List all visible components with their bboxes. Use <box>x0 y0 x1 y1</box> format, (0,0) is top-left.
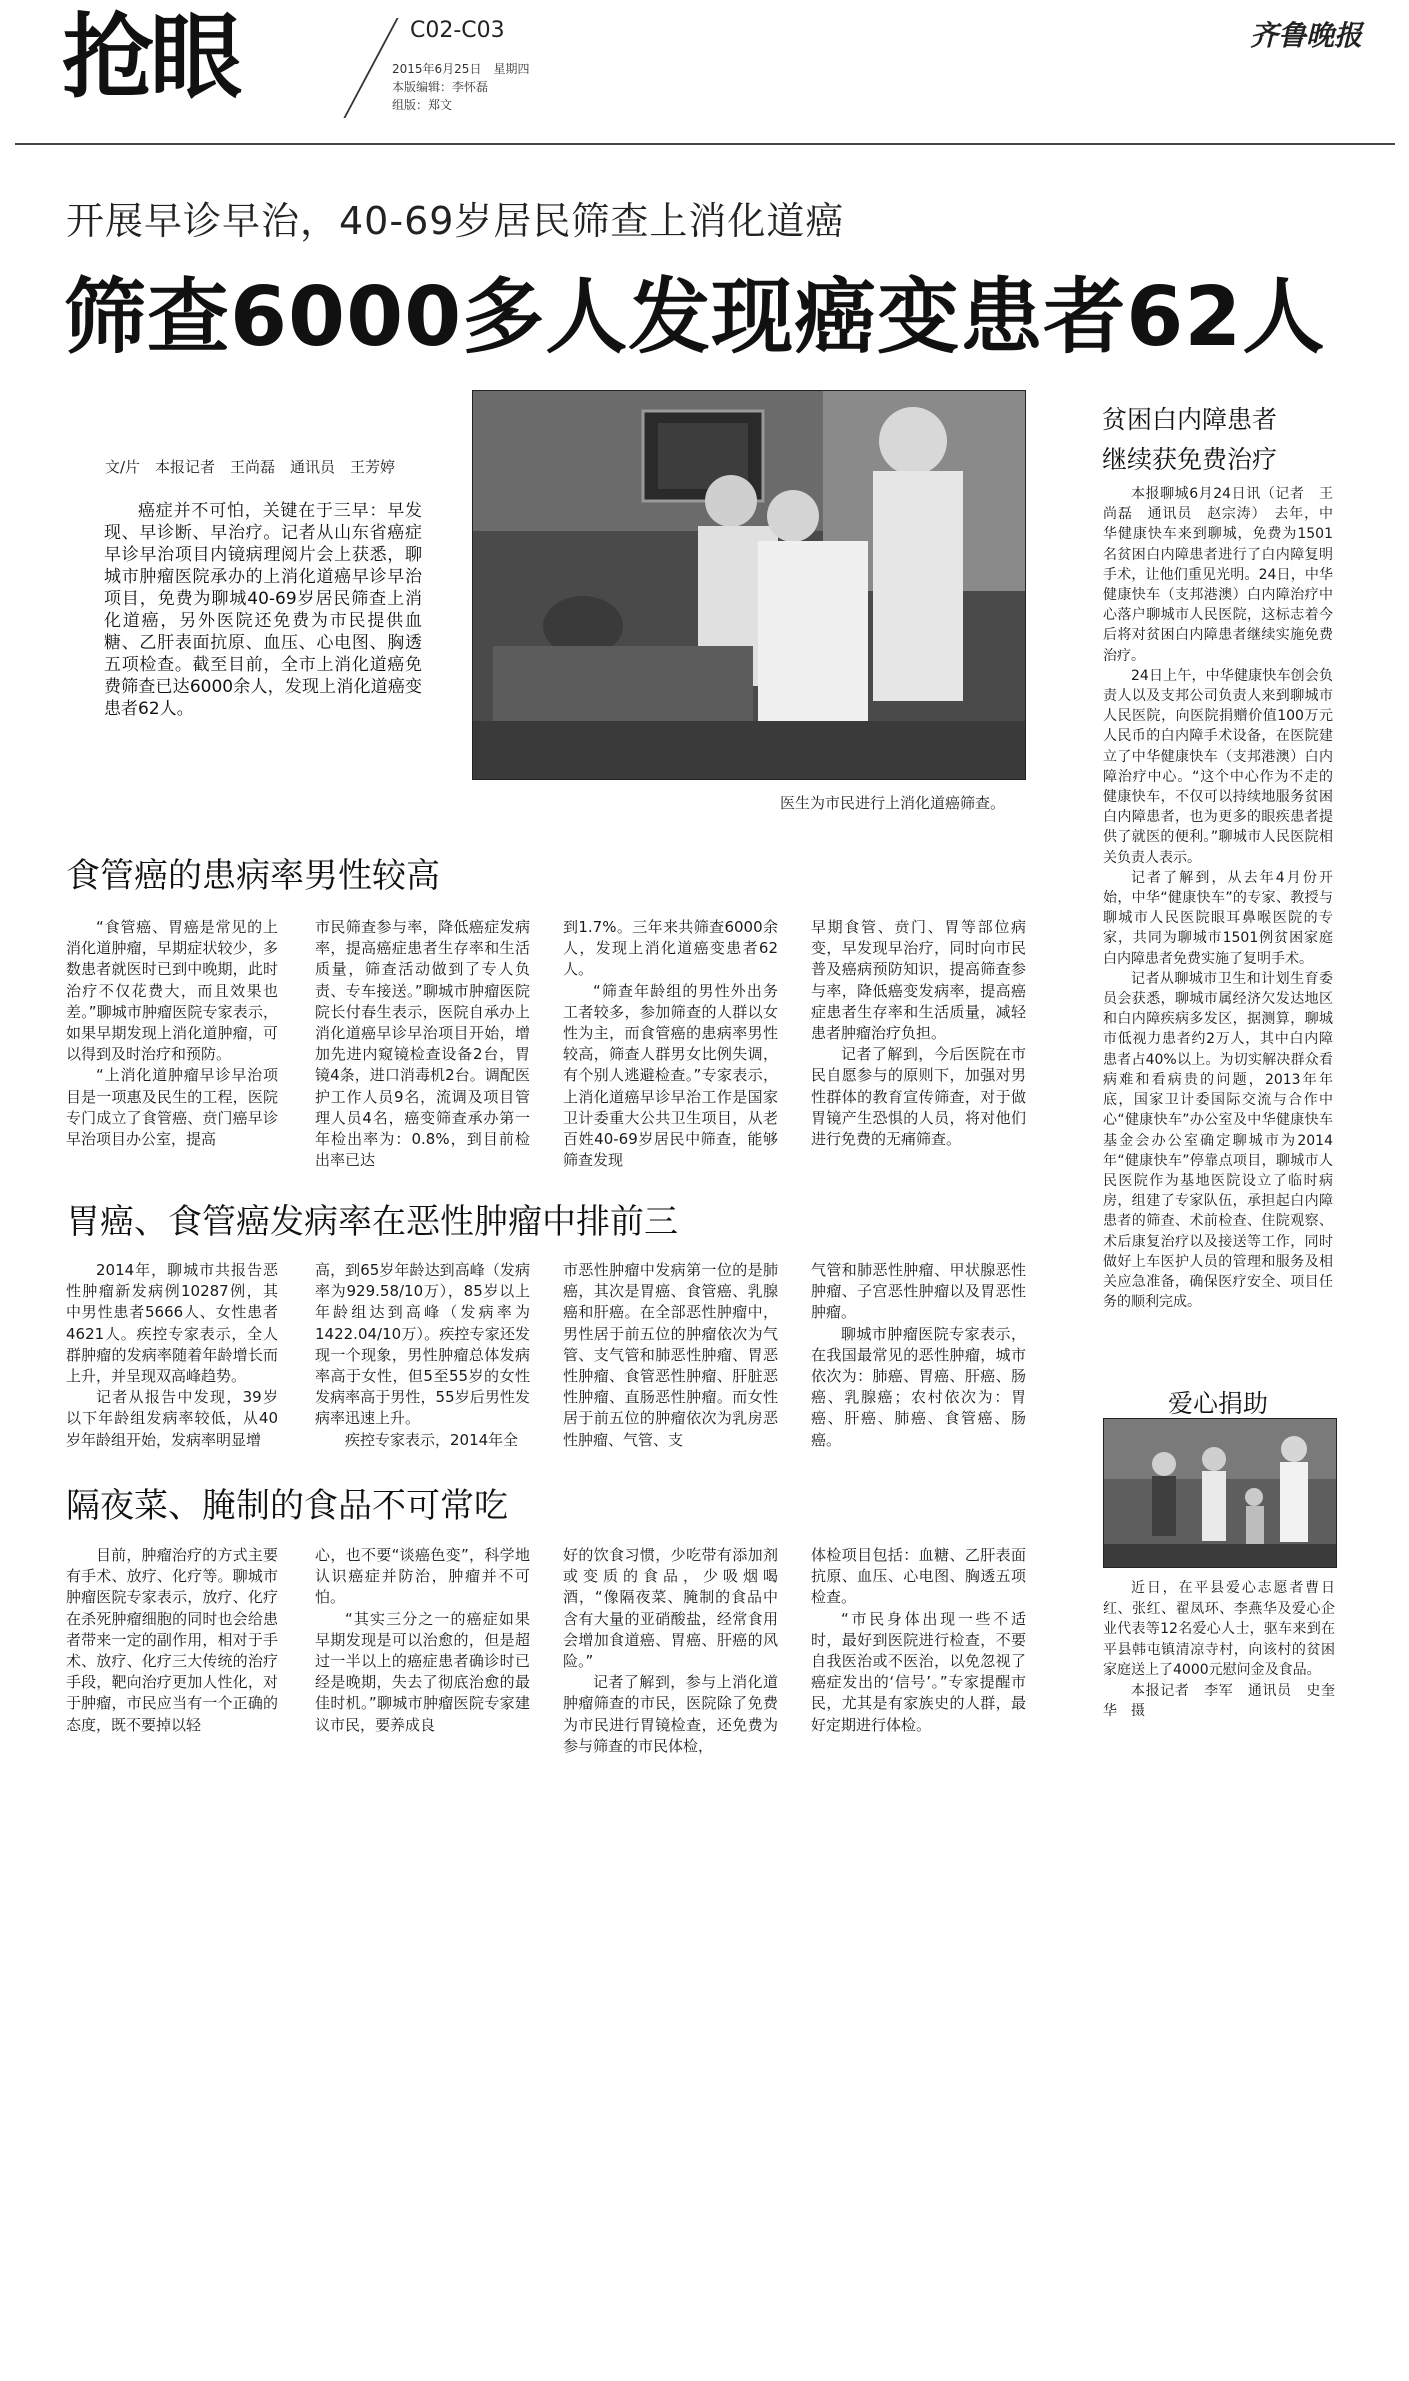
charity-photo <box>1103 1418 1337 1568</box>
screening-photo-illustration <box>473 391 1025 779</box>
article-headline: 筛查6000多人发现癌变患者62人 <box>64 270 1326 365</box>
screening-photo <box>472 390 1026 780</box>
sidebar-title-line2: 继续获免费治疗 <box>1102 445 1278 474</box>
section2-col1: 2014年，聊城市共报告恶性肿瘤新发病例10287例，其中男性患者5666人、女性患者4621人。疾控专家表示，全人群肿瘤的发病率随着年龄增长而上升，并呈现双高峰趋势。 记者从报告中发现，39岁以下年龄组发病率较低，从40岁年龄组开始，发病率明显增 <box>66 1261 278 1449</box>
article-lead: 癌症并不可怕，关键在于三早：早发现、早诊断、早治疗。记者从山东省癌症早诊早治项目内镜病理阅片会上获悉，聊城市肿瘤医院承办的上消化道癌早诊早治项目，免费为聊城40-69岁居民筛查上消化道癌，另外医院还免费为市民提供血糖、乙肝表面抗原、血压、心电图、胸透五项检查。截至目前，全市上消化道癌免费筛查已达6000余人，发现上消化道癌变患者62人。 <box>104 501 422 719</box>
charity-photo-illustration <box>1104 1419 1336 1567</box>
section2-col3: 市恶性肿瘤中发病第一位的是肺癌，其次是胃癌、食管癌、乳腺癌和肝癌。在全部恶性肿瘤中，男性居于前五位的肿瘤依次为气管、支气管和肺恶性肿瘤、胃恶性肿瘤、食管恶性肿瘤、肝脏恶性肿瘤、直肠恶性肿瘤。而女性居于前五位的肿瘤依次为乳房恶性肿瘤、气管、支 <box>563 1261 778 1449</box>
section3-col1: 目前，肿瘤治疗的方式主要有手术、放疗、化疗等。聊城市肿瘤医院专家表示，放疗、化疗在杀死肿瘤细胞的同时也会给患者带来一定的副作用，相对于手术、放疗、化疗三大传统的治疗手段，靶向治疗更加人性化，对于肿瘤，市民应当有一个正确的态度，既不要掉以轻 <box>66 1546 278 1734</box>
section3-col3: 好的饮食习惯，少吃带有添加剂或变质的食品，少吸烟喝酒，“像隔夜菜、腌制的食品中含有大量的亚硝酸盐，经常食用会增加食道癌、胃癌、肝癌的风险。” 记者了解到，参与上消化道肿瘤筛查的市民，医院除了免费为市民进行胃镜检查，还免费为参与筛查的市民体检， <box>563 1546 778 1755</box>
section1-col4: 早期食管、贲门、胃等部位病变，早发现早治疗，同时向市民普及癌病预防知识，提高筛查参与率，降低癌变发病率，提高癌症患者生存率和生活质量，减轻患者肿瘤治疗负担。 记者了解到，今后医院在市民自愿参与的原则下，加强对男性群体的教育宣传筛查，对于做胃镜产生恐惧的人员，将对他们进行免费的无痛筛查。 <box>811 918 1026 1149</box>
section3-col2: 心，也不要“谈癌色变”，科学地认识癌症并防治，肿瘤并不可怕。 “其实三分之一的癌症如果早期发现是可以治愈的，但是超过一半以上的癌症患者确诊时已经是晚期，失去了彻底治愈的最佳时机。”聊城市肿瘤医院专家建议市民，要养成良 <box>315 1546 530 1734</box>
article-subhead: 开展早诊早治，40-69岁居民筛查上消化道癌 <box>66 199 845 243</box>
section2-title: 胃癌、食管癌发病率在恶性肿瘤中排前三 <box>66 1202 678 1242</box>
header-rule <box>15 143 1395 145</box>
section3-col4: 体检项目包括：血糖、乙肝表面抗原、血压、心电图、胸透五项检查。 “市民身体出现一些不适时，最好到医院进行检查，不要自我医治或不医治，以免忽视了癌症发出的‘信号’。”专家提醒市民，尤其是有家族史的人群，最好定期进行体检。 <box>811 1546 1026 1734</box>
newspaper-logo: 齐鲁晚报 <box>1250 19 1363 52</box>
section1-col1: “食管癌、胃癌是常见的上消化道肿瘤，早期症状较少，多数患者就医时已到中晚期，此时治疗不仅花费大，而且效果也差。”聊城市肿瘤医院专家表示，如果早期发现上消化道肿瘤，可以得到及时治疗和预防。 “上消化道肿瘤早诊早治项目是一项惠及民生的工程，医院专门成立了食管癌、贲门癌早诊早治项目办公室，提高 <box>66 918 278 1149</box>
section2-col2: 高，到65岁年龄达到高峰（发病率为929.58/10万），85岁以上年龄组达到高峰（发病率为1422.04/10万）。疾控专家还发现一个现象，男性肿瘤总体发病率高于女性，但5至55岁的女性发病率高于男性，55岁后男性发病率迅速上升。 疾控专家表示，2014年全 <box>315 1261 530 1449</box>
section1-col3: 到1.7%。三年来共筛查6000余人，发现上消化道癌变患者62人。 “筛查年龄组的男性外出务工者较多，参加筛查的人群以女性为主，而食管癌的患病率男性较高，筛查人群男女比例失调，有个别人逃避检查。”专家表示，上消化道癌早诊早治工作是国家卫计委重大公共卫生项目，从老百姓40-69岁居民中筛查，能够筛查发现 <box>563 918 778 1170</box>
charity-text: 近日，在平县爱心志愿者曹日红、张红、翟凤环、李燕华及爱心企业代表等12名爱心人士，驱车来到在平县韩屯镇清凉寺村，向该村的贫困家庭送上了4000元慰问金及食品。 本报记者 李军 通讯员 史奎华 摄 <box>1103 1580 1335 1719</box>
section1-title: 食管癌的患病率男性较高 <box>66 856 440 896</box>
photo-caption: 医生为市民进行上消化道癌筛查。 <box>780 794 1006 812</box>
layout-credit: 组版：郑文 <box>392 98 453 112</box>
issue-date: 2015年6月25日 星期四 <box>392 62 530 76</box>
charity-title: 爱心捐助 <box>1168 1389 1269 1418</box>
sidebar-title-line1: 贫困白内障患者 <box>1102 405 1278 434</box>
page-code: C02-C03 <box>410 18 505 43</box>
section1-col2: 市民筛查参与率，降低癌症发病率，提高癌症患者生存率和生活质量，筛查活动做到了专人负责、专车接送。”聊城市肿瘤医院院长付春生表示，医院自承办上消化道癌早诊早治项目开始，增加先进内窥镜检查设备2台，胃镜4条，进口消毒机2台。调配医护工作人员9名，流调及项目管理人员4名，癌变筛查承办第一年检出率为：0.8%，到目前检出率已达 <box>315 918 530 1170</box>
section3-title: 隔夜菜、腌制的食品不可常吃 <box>66 1486 508 1526</box>
section-logo: 抢眼 <box>62 4 239 111</box>
section2-col4: 气管和肺恶性肿瘤、甲状腺恶性肿瘤、子宫恶性肿瘤以及胃恶性肿瘤。 聊城市肿瘤医院专家表示，在我国最常见的恶性肿瘤，城市依次为：肺癌、胃癌、肝癌、肠癌、乳腺癌；农村依次为：胃癌、肝癌、肺癌、食管癌、肠癌。 <box>811 1261 1026 1449</box>
sidebar-article: 本报聊城6月24日讯（记者 王尚磊 通讯员 赵宗涛） 去年，中华健康快车来到聊城，免费为1501名贫困白内障患者进行了白内障复明手术，让他们重见光明。24日，中华健康快车（支邦港澳）白内障治疗中心落户聊城市人民医院，这标志着今后将对贫困白内障患者继续实施免费治疗。 24日上午，中华健康快车创会负责人以及支邦公司负责人来到聊城市人民医院，向医院捐赠价值100万元人民币的白内障手术设备，在医院建立了中华健康快车（支邦港澳）白内障治疗中心。“这个中心作为不走的健康快车，不仅可以持续地服务贫困白内障患者，也为更多的眼疾患者提供了就医的便利。”聊城市人民医院相关负责人表示。 记者了解到，从去年4月份开始，中华“健康快车”的专家、教授与聊城市人民医院眼耳鼻喉医院的专家，共同为聊城市1501例贫困家庭白内障患者免费实施了复明手术。 记者从聊城市卫生和计划生育委员会获悉，聊城市属经济欠发达地区和白内障疾病多发区，据测算，聊城市低视力患者约2万人，其中白内障患者占40%以上。为切实解决群众看病难和看病贵的问题，2013年年底，国家卫计委国际交流与合作中心“健康快车”办公室及中华健康快车基金会办公室确定聊城市为2014年“健康快车”停靠点项目，聊城市人民医院作为基地医院设立了临时病房，组建了专家队伍，承担起白内障患者的筛查、术前检查、住院观察、术后康复治疗以及接送等工作，同时做好上车医护人员的管理和服务及相关应急准备，确保医疗安全、项目任务的顺利完成。 <box>1103 486 1333 1311</box>
article-byline: 文/片 本报记者 王尚磊 通讯员 王芳婷 <box>105 458 396 476</box>
editor-credit: 本版编辑：李怀磊 <box>392 80 489 94</box>
